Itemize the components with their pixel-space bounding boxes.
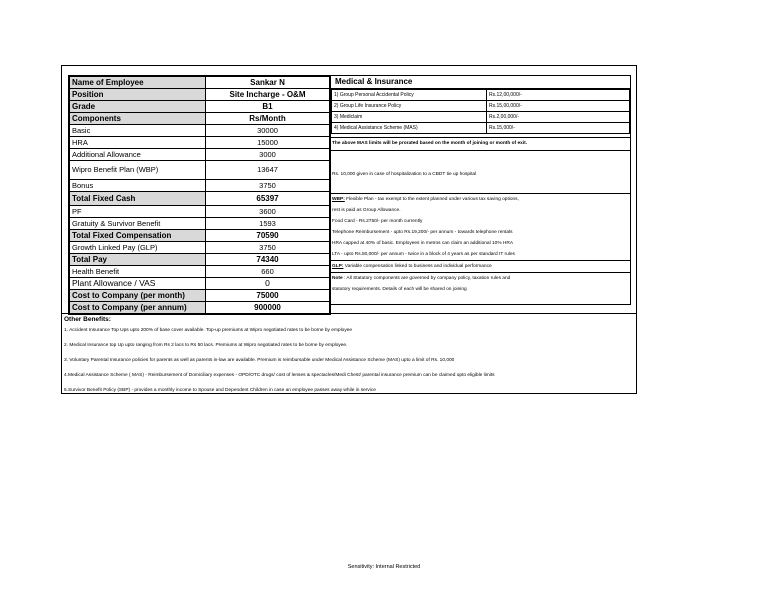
wbp-line-1 <box>331 194 630 205</box>
compensation-sheet <box>61 65 637 394</box>
salary-row <box>70 302 330 314</box>
salary-component-value: 3600 <box>206 206 330 218</box>
salary-row <box>70 89 330 101</box>
salary-component-value: 75000 <box>206 290 330 302</box>
wbp-items <box>331 216 630 260</box>
salary-row <box>70 101 330 113</box>
note-line-1 <box>331 273 630 284</box>
policy-row <box>332 101 630 112</box>
policy-name: 2) Group Life Insurance Policy <box>332 101 487 112</box>
note-line-2: statutory requirements. Details of each will be shared on joining <box>332 287 467 292</box>
salary-component-value: 3000 <box>206 149 330 161</box>
salary-row <box>70 137 330 149</box>
salary-component-label: Total Fixed Compensation <box>70 230 206 242</box>
policy-amount: Rs.2,00,000/- <box>487 112 630 123</box>
salary-component-label: Additional Allowance <box>70 149 206 161</box>
glp-text: Variable compensation linked to business and individual performance <box>343 264 492 269</box>
salary-row <box>70 113 330 125</box>
salary-row <box>70 266 330 278</box>
policy-amount: Rs.12,00,000/- <box>487 90 630 101</box>
hospital-box <box>331 151 630 194</box>
wbp-label: WBP: <box>332 197 345 202</box>
glp-line <box>331 260 630 273</box>
mas-note: The above MAS limits will be prorated based on the month of joining or month of exit. <box>331 137 630 151</box>
other-benefit-item: 2. Medical Insurance top Up upto ranging from Rs 2 lacs to Rs 50 lacs. Premiums at Wipro negotiated rates to be borne by employee. <box>64 343 348 348</box>
salary-component-label: Growth Linked Pay (GLP) <box>70 242 206 254</box>
salary-component-value: 900000 <box>206 302 330 314</box>
salary-row <box>70 278 330 290</box>
glp-label: GLP: <box>332 264 344 269</box>
salary-row <box>70 242 330 254</box>
policy-name: 4) Medical Assistance Scheme (MAS) <box>332 123 487 134</box>
salary-component-label: Total Pay <box>70 254 206 266</box>
sensitivity-footer: Sensitivity: Internal Restricted <box>347 564 421 570</box>
other-benefits-title: Other Benefits: <box>64 316 111 323</box>
policy-row <box>332 90 630 101</box>
salary-row <box>70 180 330 192</box>
other-benefits <box>62 313 636 398</box>
salary-component-label: Components <box>70 113 206 125</box>
policy-row <box>332 123 630 134</box>
salary-component-value: 0 <box>206 278 330 290</box>
salary-component-label: Basic <box>70 125 206 137</box>
salary-component-value: 13647 <box>206 161 330 180</box>
salary-component-label: Gratuity & Survivor Benefit <box>70 218 206 230</box>
salary-component-value: 3750 <box>206 242 330 254</box>
salary-component-value: Site Incharge - O&M <box>206 89 330 101</box>
salary-component-value: B1 <box>206 101 330 113</box>
other-benefit-item: 5.Survivor Benefit Policy (SBP) - provides a monthly income to Spouse and Dependent Children in case an employee passes away while in service <box>64 388 376 393</box>
salary-row <box>70 218 330 230</box>
other-benefit-item: 3. Voluntary Parental Insurance policies for parents as well as parents in-law are available. Premium is reimbursable under Medical Assistance Scheme (MAS) upto a limit of Rs. 10,000 <box>64 358 455 363</box>
salary-component-label: Health Benefit <box>70 266 206 278</box>
note-label: Note <box>332 276 343 281</box>
salary-component-label: Wipro Benefit Plan (WBP) <box>70 161 206 180</box>
note-text: : All Statutory components are governed by company policy, taxation rules and <box>342 276 511 281</box>
salary-row <box>70 192 330 206</box>
salary-component-value: 3750 <box>206 180 330 192</box>
policy-table <box>331 89 630 134</box>
salary-component-value: Rs/Month <box>206 113 330 125</box>
medical-insurance-title: Medical & Insurance <box>331 76 630 89</box>
salary-component-label: Grade <box>70 101 206 113</box>
salary-component-value: 74340 <box>206 254 330 266</box>
salary-component-label: PF <box>70 206 206 218</box>
salary-component-label: Cost to Company (per month) <box>70 290 206 302</box>
salary-component-label: Name of Employee <box>70 77 206 89</box>
salary-component-label: Position <box>70 89 206 101</box>
salary-row <box>70 254 330 266</box>
salary-row <box>70 230 330 242</box>
salary-component-value: 30000 <box>206 125 330 137</box>
salary-component-label: HRA <box>70 137 206 149</box>
wbp-item: HRA capped at 40% of basic. Employees in metros can claim an additional 10% HRA <box>332 241 514 246</box>
policy-amount: Rs.15,000/- <box>487 123 630 134</box>
salary-component-value: 15000 <box>206 137 330 149</box>
salary-row <box>70 125 330 137</box>
wbp-line-2: rest is paid as Group Allowance. <box>332 208 401 213</box>
salary-component-label: Plant Allowance / VAS <box>70 278 206 290</box>
other-benefit-item: 4.Medical Assistance Scheme ( MAS) - Reimbursement of Domiciliary expenses - OPD/OTC drugs/ cost of lenses & spectacles/Medi Chest/ parental insurance premium can be claimed upto eligible limits <box>64 373 495 378</box>
salary-row <box>70 161 330 180</box>
wbp-item: Food Card - Rs.2750/- per month currently <box>332 219 423 224</box>
salary-component-label: Total Fixed Cash <box>70 192 206 206</box>
salary-component-value: 70590 <box>206 230 330 242</box>
salary-row <box>70 290 330 302</box>
wbp-text: Flexible Plan - tax exempt to the extent planned under various tax saving options, <box>344 197 519 202</box>
salary-row <box>70 206 330 218</box>
salary-table-grid <box>69 76 330 314</box>
wbp-item: LTA - upto Rs.50,000/- per annum - twice in a block of 4 years as per standard IT rules <box>332 252 515 257</box>
wbp-item: Telephone Reimbursement - upto Rs.19,200/- per annum - towards telephone rentals <box>332 230 513 235</box>
salary-component-label: Cost to Company (per annum) <box>70 302 206 314</box>
hospital-note: Rs. 10,000 given in case of hospitalization to a CBDT tie up hospital <box>332 172 477 177</box>
salary-component-value: 660 <box>206 266 330 278</box>
policy-amount: Rs.15,00,000/- <box>487 101 630 112</box>
salary-row <box>70 77 330 89</box>
other-benefit-item: 1. Accident Insurance Top Ups upto 200% of base cover available. Top-up premiums at Wipro negotiated rates to be borne by employee <box>64 328 353 333</box>
salary-row <box>70 149 330 161</box>
policy-row <box>332 112 630 123</box>
other-benefits-list <box>62 323 636 398</box>
salary-component-value: Sankar N <box>206 77 330 89</box>
salary-component-value: 65397 <box>206 192 330 206</box>
policy-name: 3) Mediclaim <box>332 112 487 123</box>
salary-component-label: Bonus <box>70 180 206 192</box>
salary-component-value: 1593 <box>206 218 330 230</box>
policy-name: 1) Group Personal Accidental Policy <box>332 90 487 101</box>
medical-insurance-panel <box>330 75 631 305</box>
salary-table <box>68 75 331 315</box>
